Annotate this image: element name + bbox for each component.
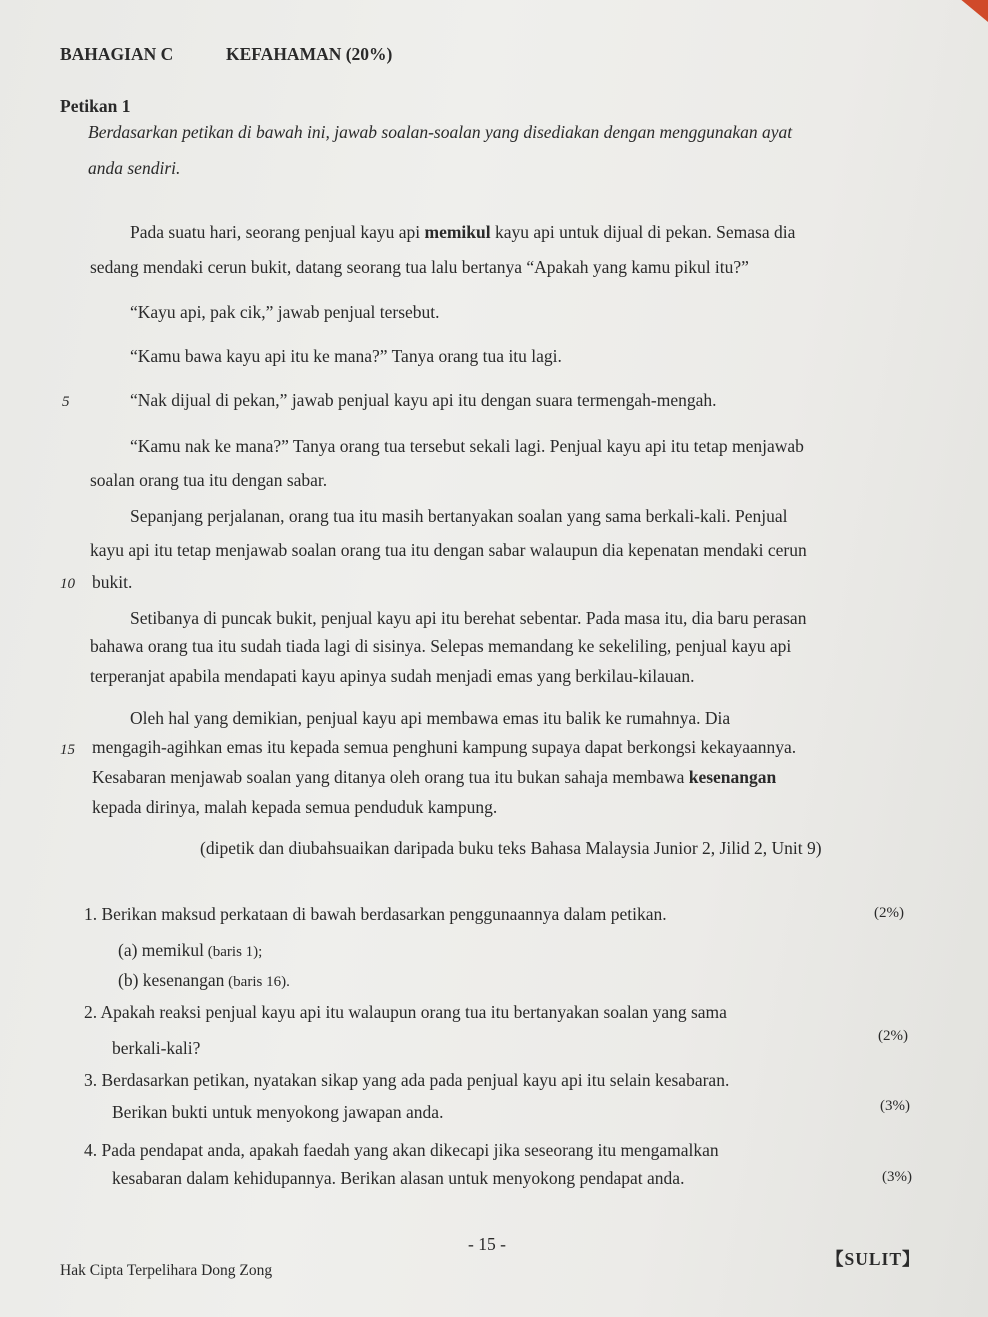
question-1b-word: (b) kesenangan: [118, 970, 225, 990]
passage-line-16: [92, 767, 776, 788]
passage-line-1: [130, 222, 795, 243]
page-number: - 15 -: [468, 1234, 506, 1254]
passage-line-4: “Kamu bawa kayu api itu ke mana?” Tanya orang tua itu lagi.: [130, 346, 562, 366]
passage-line-8: Sepanjang perjalanan, orang tua itu masih bertanyakan soalan yang sama berkali-kali. Penjual: [130, 506, 788, 526]
passage-text: kayu api untuk dijual di pekan. Semasa dia: [490, 222, 796, 242]
passage-source: (dipetik dan diubahsuaikan daripada buku teks Bahasa Malaysia Junior 2, Jilid 2, Unit 9): [200, 838, 822, 858]
sulit-label: 【SULIT】: [826, 1249, 921, 1269]
section-part: BAHAGIAN C: [60, 44, 174, 64]
question-1b-ref: (baris 16).: [224, 974, 290, 990]
question-2-line-1: 2. Apakah reaksi penjual kayu api itu walaupun orang tua itu bertanyakan soalan yang sama: [84, 1002, 727, 1022]
question-3-line-2: Berikan bukti untuk menyokong jawapan anda.: [112, 1102, 444, 1122]
line-number-5: 5: [62, 394, 70, 410]
passage-line-14: [130, 708, 892, 729]
keyword-kesenangan: kesenangan: [688, 767, 777, 787]
question-1a: [118, 940, 262, 961]
question-2-marks: (2%): [878, 1028, 908, 1044]
passage-line-2: sedang mendaki cerun bukit, datang seorang tua lalu bertanya “Apakah yang kamu pikul itu?”: [90, 257, 749, 277]
passage-line-6: “Kamu nak ke mana?” Tanya orang tua tersebut sekali lagi. Penjual kayu api itu tetap menjawab: [130, 436, 804, 456]
line-number-15: 15: [60, 742, 75, 758]
keyword-memikul: memikul: [424, 222, 491, 242]
question-1a-word: (a) memikul: [118, 940, 205, 960]
passage-line-13: terperanjat apabila mendapati kayu apinya sudah menjadi emas yang berkilau-kilauan.: [90, 666, 695, 686]
passage-line-3: “Kayu api, pak cik,” jawab penjual tersebut.: [130, 302, 440, 322]
question-4-marks: (3%): [882, 1169, 912, 1185]
passage-text: Kesabaran menjawab soalan yang ditanya oleh orang tua itu bukan sahaja membawa: [92, 767, 689, 787]
passage-line-10: bukit.: [92, 572, 133, 592]
passage-line-15: mengagih-agihkan emas itu kepada semua penghuni kampung supaya dapat berkongsi kekayaannya.: [92, 737, 797, 757]
passage-line-12: bahawa orang tua itu sudah tiada lagi di sisinya. Selepas memandang ke sekeliling, penjual kayu api: [90, 636, 792, 656]
question-3-line-1: 3. Berdasarkan petikan, nyatakan sikap yang ada pada penjual kayu api itu selain kesabaran.: [84, 1070, 730, 1090]
passage-label: Petikan 1: [60, 96, 131, 116]
question-1: 1. Berikan maksud perkataan di bawah berdasarkan penggunaannya dalam petikan.: [84, 904, 667, 924]
question-2-line-2: berkali-kali?: [112, 1038, 201, 1058]
instruction-line-2: anda sendiri.: [88, 158, 181, 178]
copyright-notice: Hak Cipta Terpelihara Dong Zong: [60, 1262, 273, 1279]
passage-line-5: “Nak dijual di pekan,” jawab penjual kayu api itu dengan suara termengah-mengah.: [130, 390, 717, 410]
passage-line-17: kepada dirinya, malah kepada semua penduduk kampung.: [92, 797, 498, 817]
question-1a-ref: (baris 1);: [204, 944, 263, 960]
question-4-line-1: 4. Pada pendapat anda, apakah faedah yang akan dikecapi jika seseorang itu mengamalkan: [84, 1140, 719, 1160]
passage-line-9: kayu api itu tetap menjawab soalan orang tua itu dengan sabar walaupun dia kepenatan mendaki cerun: [90, 540, 807, 560]
question-1-marks: (2%): [874, 905, 904, 921]
passage-text: Pada suatu hari, seorang penjual kayu api: [130, 222, 425, 242]
section-title: KEFAHAMAN (20%): [226, 44, 393, 64]
question-4-line-2: kesabaran dalam kehidupannya. Berikan alasan untuk menyokong pendapat anda.: [112, 1168, 685, 1188]
instruction-text-1: Berdasarkan petikan di bawah ini, jawab soalan-soalan yang disediakan dengan menggunakan ayat: [88, 122, 793, 142]
passage-line-11: Setibanya di puncak bukit, penjual kayu api itu berehat sebentar. Pada masa itu, dia baru perasan: [130, 608, 807, 628]
passage-text: Oleh hal yang demikian, penjual kayu api membawa emas itu balik ke rumahnya. Dia: [130, 708, 731, 728]
line-number-10: 10: [60, 576, 75, 592]
corner-tab-decoration: [950, 0, 988, 22]
instruction-line-1: [88, 122, 874, 143]
question-1b: [118, 970, 290, 991]
passage-line-7: soalan orang tua itu dengan sabar.: [90, 470, 328, 490]
question-3-marks: (3%): [880, 1098, 910, 1114]
